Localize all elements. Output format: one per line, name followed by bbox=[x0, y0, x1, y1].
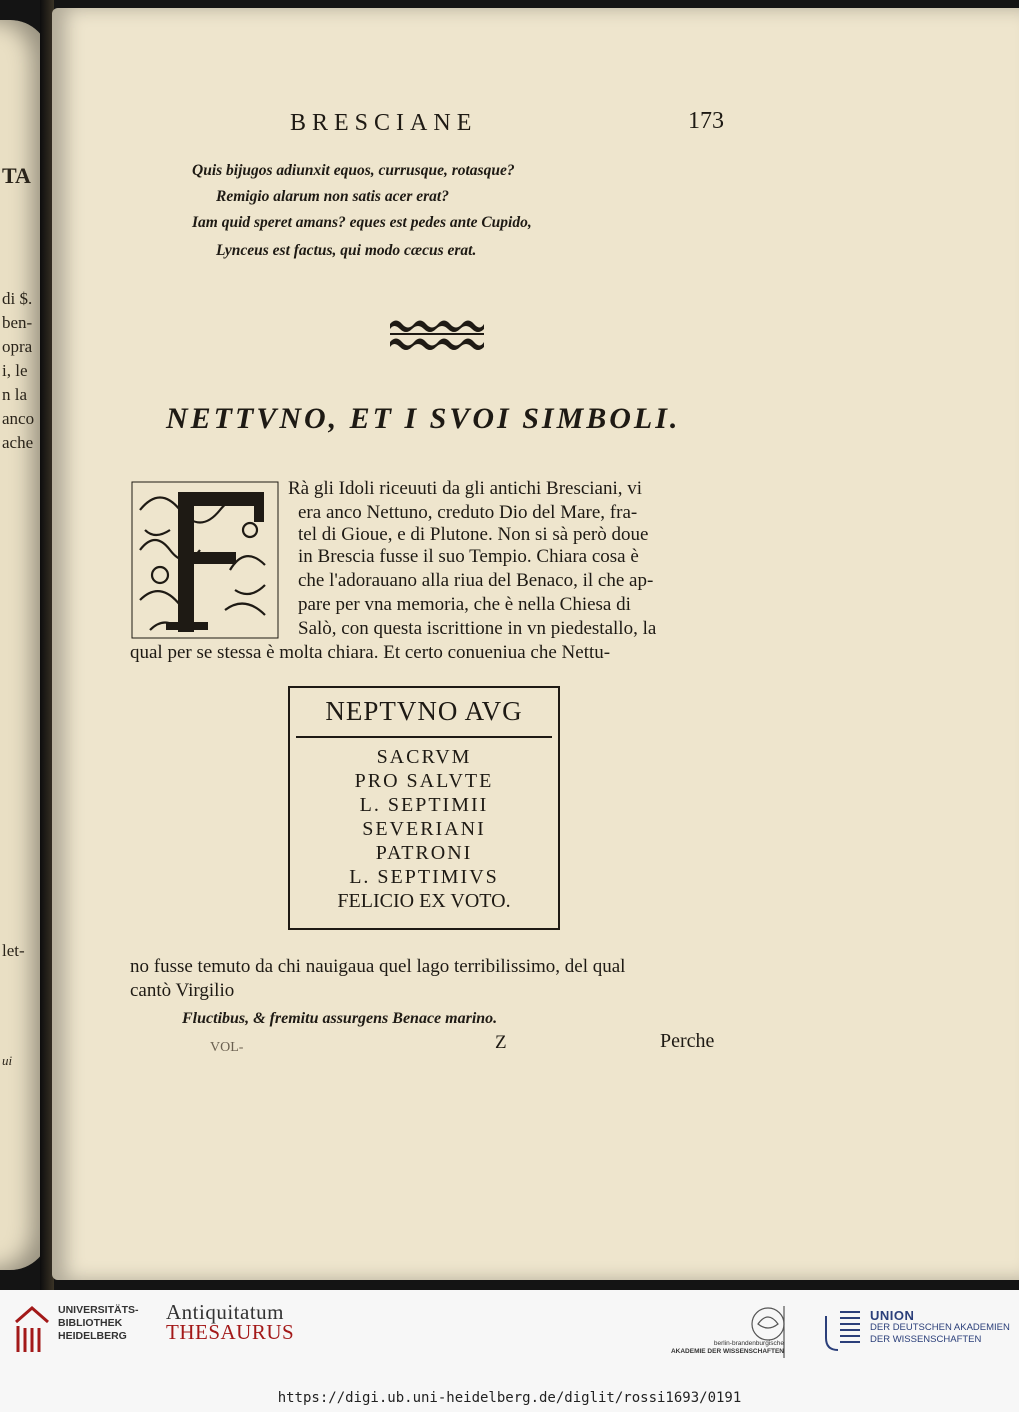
paragraph-line: qual per se stessa è molta chiara. Et certo conueniua che Nettu- bbox=[130, 642, 611, 663]
ub-line: UNIVERSITÄTS- bbox=[58, 1304, 139, 1316]
decorated-initial-f-icon bbox=[130, 480, 280, 640]
signature-mark: Z bbox=[495, 1032, 507, 1053]
catchword: Perche bbox=[660, 1030, 715, 1052]
verse-line: Quis bijugos adiunxit equos, currusque, rotasque? bbox=[192, 162, 515, 179]
union-line2: DER DEUTSCHEN AKADEMIEN bbox=[870, 1322, 1010, 1333]
bbaw-line2: AKADEMIE DER WISSENSCHAFTEN bbox=[670, 1348, 784, 1355]
paragraph-line: pare per vna memoria, che è nella Chiesa di bbox=[298, 594, 631, 615]
left-fragment: let- bbox=[2, 941, 25, 960]
bbaw-name[interactable] bbox=[666, 1340, 784, 1356]
left-fragment: ben- bbox=[2, 313, 33, 332]
paragraph-line: tel di Gioue, e di Plutone. Non si sà però doue bbox=[298, 524, 649, 545]
ub-line: BIBLIOTHEK bbox=[58, 1317, 123, 1329]
inscription-line: L. SEPTIMIVS bbox=[349, 866, 499, 888]
left-fragment: opra bbox=[2, 337, 33, 356]
university-library-name[interactable] bbox=[58, 1304, 139, 1343]
bbaw-line1: berlin-brandenburgische bbox=[713, 1340, 784, 1347]
thesaurus-line1: Antiquitatum bbox=[166, 1300, 284, 1324]
union-logo-icon[interactable] bbox=[822, 1304, 864, 1354]
inscription-box bbox=[288, 686, 560, 930]
verse-line: Lynceus est factus, qui modo cæcus erat. bbox=[216, 242, 477, 259]
paragraph-line: era anco Nettuno, creduto Dio del Mare, fra- bbox=[298, 502, 638, 523]
left-fragment: TA bbox=[2, 163, 31, 188]
union-name[interactable] bbox=[870, 1310, 1010, 1346]
page-number: 173 bbox=[688, 108, 724, 134]
inscription-line: PRO SALVTE bbox=[354, 770, 494, 792]
paragraph-line: in Brescia fusse il suo Tempio. Chiara cosa è bbox=[298, 546, 639, 567]
paragraph-line: no fusse temuto da chi nauigaua quel lago terribilissimo, del qual bbox=[130, 956, 626, 977]
thesaurus-line2: THESAURUS bbox=[166, 1320, 295, 1344]
left-fragment: n la bbox=[2, 385, 28, 404]
inscription-heading: NEPTVNO AVG bbox=[325, 696, 523, 726]
union-line3: DER WISSENSCHAFTEN bbox=[870, 1334, 982, 1345]
left-fragment: anco bbox=[2, 409, 35, 428]
union-line1: UNION bbox=[870, 1308, 915, 1323]
left-fragment: i, le bbox=[2, 361, 28, 380]
inscription-line: SEVERIANI bbox=[362, 818, 486, 840]
verse-line: Remigio alarum non satis acer erat? bbox=[216, 188, 449, 205]
university-library-logo-icon[interactable] bbox=[12, 1302, 52, 1356]
paragraph-line: Salò, con questa iscrittione in vn piedestallo, la bbox=[298, 618, 657, 639]
left-fragment: di $. bbox=[2, 289, 33, 308]
section-title: NETTVNO, ET I SVOI SIMBOLI. bbox=[166, 402, 681, 435]
inscription-line: SACRVM bbox=[376, 746, 472, 768]
ub-line: HEIDELBERG bbox=[58, 1330, 127, 1342]
inscription-line: FELICIO EX VOTO. bbox=[337, 890, 511, 912]
thesaurus-logo[interactable] bbox=[166, 1302, 294, 1342]
paragraph-line: cantò Virgilio bbox=[130, 980, 235, 1001]
printers-ornament bbox=[388, 316, 486, 352]
page-url[interactable]: https://digi.ub.uni-heidelberg.de/diglit/rossi1693/0191 bbox=[277, 1390, 742, 1406]
inscription-rule bbox=[296, 736, 552, 738]
left-fragment: ache bbox=[2, 433, 34, 452]
left-fragment: ui bbox=[2, 1053, 13, 1068]
verse-line: Iam quid speret amans? eques est pedes ante Cupido, bbox=[192, 214, 532, 231]
paragraph-line: Rà gli Idoli riceuuti da gli antichi Bresciani, vi bbox=[288, 478, 643, 499]
running-head: BRESCIANE bbox=[290, 110, 478, 136]
inscription-line: PATRONI bbox=[375, 842, 473, 864]
inscription-line: L. SEPTIMII bbox=[359, 794, 489, 816]
bleed-through-text: VOL- bbox=[210, 1040, 244, 1055]
virgil-quote: Fluctibus, & fremitu assurgens Benace marino. bbox=[182, 1010, 498, 1027]
paragraph-line: che l'adorauano alla riua del Benaco, il che ap- bbox=[298, 570, 654, 591]
